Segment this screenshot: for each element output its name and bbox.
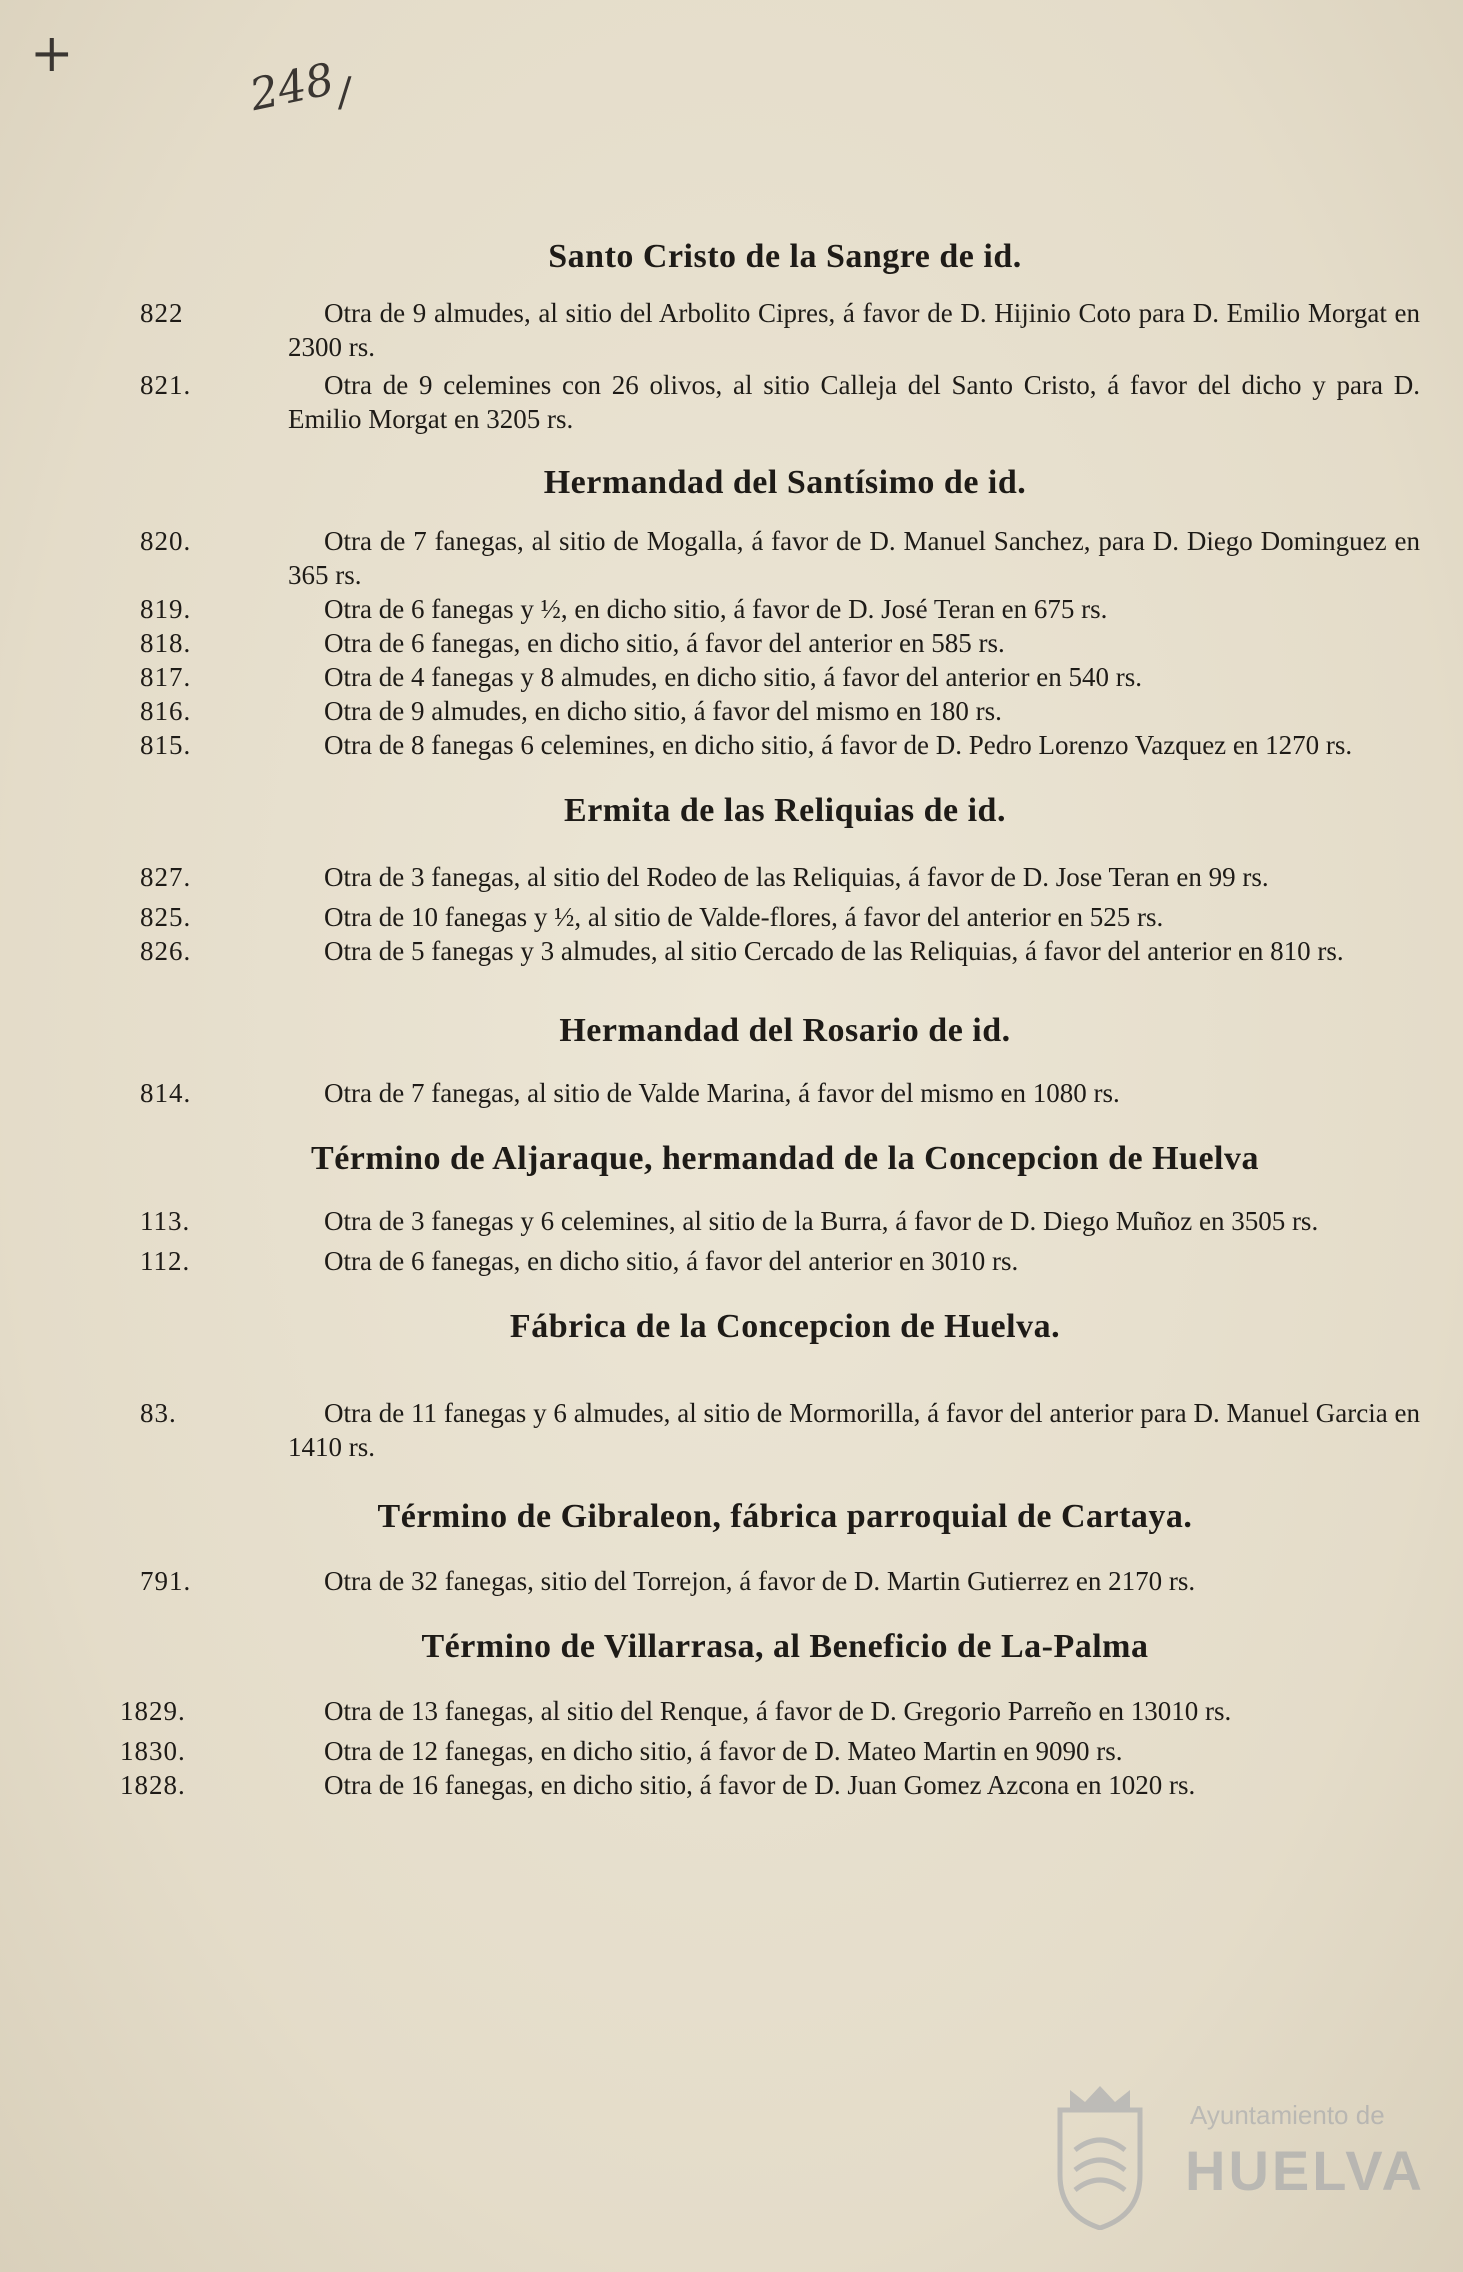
- entry-number: 820.: [140, 526, 192, 556]
- entry-number: 818.: [140, 628, 192, 658]
- entry: [140, 900, 1420, 934]
- entry-number: 112.: [140, 1246, 191, 1276]
- entry: [140, 660, 1420, 694]
- entry-text: Otra de 6 fanegas, en dicho sitio, á favor del anterior en 3010 rs.: [324, 1246, 1019, 1276]
- entry-text: Otra de 7 fanegas, al sitio de Valde Marina, á favor del mismo en 1080 rs.: [324, 1078, 1120, 1108]
- entry-number: 827.: [140, 862, 192, 892]
- entry: [120, 1768, 1420, 1802]
- entry-number: 817.: [140, 662, 192, 692]
- entry-number: 1830.: [120, 1736, 186, 1766]
- watermark-logo: [1050, 2060, 1425, 2240]
- entry-number: 815.: [140, 730, 192, 760]
- section-heading: Término de Aljaraque, hermandad de la Concepcion de Huelva: [311, 1140, 1259, 1177]
- entry: [140, 1076, 1420, 1110]
- entry: [140, 934, 1420, 968]
- section-heading: Término de Gibraleon, fábrica parroquial de Cartaya.: [377, 1498, 1193, 1535]
- section-heading: Hermandad del Santísimo de id.: [543, 464, 1027, 501]
- entry-text: Otra de 4 fanegas y 8 almudes, en dicho sitio, á favor del anterior en 540 rs.: [324, 662, 1142, 692]
- entry: [140, 694, 1420, 728]
- entry: [140, 626, 1420, 660]
- entry-number: 821.: [140, 370, 192, 400]
- handwritten-cross-mark: +: [30, 24, 74, 84]
- entry-text: Otra de 16 fanegas, en dicho sitio, á favor de D. Juan Gomez Azcona en 1020 rs.: [324, 1770, 1196, 1800]
- entry-text: Otra de 5 fanegas y 3 almudes, al sitio Cercado de las Reliquias, á favor del anterior en 810 rs.: [324, 936, 1344, 966]
- section-heading: Santo Cristo de la Sangre de id.: [548, 238, 1022, 275]
- entry: [140, 728, 1420, 762]
- entry: [140, 592, 1420, 626]
- handwritten-tick-mark: /: [338, 70, 352, 116]
- entry-text: Otra de 9 celemines con 26 olivos, al sitio Calleja del Santo Cristo, á favor del dicho y para D. Emilio Morgat en 3205 rs.: [288, 370, 1420, 434]
- section-heading: Fábrica de la Concepcion de Huelva.: [509, 1308, 1061, 1345]
- entry: [140, 1244, 1420, 1278]
- section-heading: Ermita de las Reliquias de id.: [564, 792, 1006, 829]
- entry-text: Otra de 13 fanegas, al sitio del Renque, á favor de D. Gregorio Parreño en 13010 rs.: [324, 1696, 1232, 1726]
- entry-number: 791.: [140, 1566, 192, 1596]
- entry: [120, 1694, 1420, 1728]
- entry-number: 1829.: [120, 1696, 186, 1726]
- entry-number: 113.: [140, 1206, 191, 1236]
- document-body: [120, 220, 1420, 1802]
- entry: [140, 1204, 1420, 1238]
- section-heading: Término de Villarrasa, al Beneficio de La-Palma: [421, 1628, 1149, 1665]
- entry-number: 83.: [140, 1398, 177, 1428]
- entry: [140, 368, 1420, 436]
- entry-number: 826.: [140, 936, 192, 966]
- entry-text: Otra de 11 fanegas y 6 almudes, al sitio de Mormorilla, á favor del anterior para D. Manuel Garcia en 1410 rs.: [288, 1398, 1420, 1462]
- entry-text: Otra de 10 fanegas y ½, al sitio de Valde-flores, á favor del anterior en 525 rs.: [324, 902, 1164, 932]
- watermark-text-ayuntamiento: Ayuntamiento de: [1190, 2100, 1385, 2130]
- entry-text: Otra de 32 fanegas, sitio del Torrejon, á favor de D. Martin Gutierrez en 2170 rs.: [324, 1566, 1196, 1596]
- entry-text: Otra de 8 fanegas 6 celemines, en dicho sitio, á favor de D. Pedro Lorenzo Vazquez en 1270 rs.: [324, 730, 1353, 760]
- entry-text: Otra de 3 fanegas, al sitio del Rodeo de las Reliquias, á favor de D. Jose Teran en 99 rs.: [324, 862, 1269, 892]
- entry-text: Otra de 12 fanegas, en dicho sitio, á favor de D. Mateo Martin en 9090 rs.: [324, 1736, 1123, 1766]
- entry-number: 825.: [140, 902, 192, 932]
- entry: [140, 860, 1420, 894]
- entry-text: Otra de 3 fanegas y 6 celemines, al sitio de la Burra, á favor de D. Diego Muñoz en 3505 rs.: [324, 1206, 1319, 1236]
- entry-number: 1828.: [120, 1770, 186, 1800]
- entry-text: Otra de 6 fanegas y ½, en dicho sitio, á favor de D. José Teran en 675 rs.: [324, 594, 1108, 624]
- handwritten-page-number: 248: [245, 53, 339, 122]
- coat-of-arms-icon: [1050, 2080, 1150, 2230]
- entry-text: Otra de 7 fanegas, al sitio de Mogalla, á favor de D. Manuel Sanchez, para D. Diego Dominguez en 365 rs.: [288, 526, 1420, 590]
- entry: [120, 1734, 1420, 1768]
- entry-number: 814.: [140, 1078, 192, 1108]
- entry: [140, 296, 1420, 364]
- entry-number: 816.: [140, 696, 192, 726]
- entry-text: Otra de 9 almudes, en dicho sitio, á favor del mismo en 180 rs.: [324, 696, 1002, 726]
- entry-text: Otra de 6 fanegas, en dicho sitio, á favor del anterior en 585 rs.: [324, 628, 1005, 658]
- entry: [140, 1564, 1420, 1598]
- entry: [140, 524, 1420, 592]
- entry-text: Otra de 9 almudes, al sitio del Arbolito Cipres, á favor de D. Hijinio Coto para D. Emilio Morgat en 2300 rs.: [288, 298, 1420, 362]
- entry-number: 819.: [140, 594, 192, 624]
- entry-number: 822: [140, 298, 184, 328]
- watermark-text-huelva: HUELVA: [1185, 2139, 1425, 2202]
- entry: [140, 1396, 1420, 1464]
- section-heading: Hermandad del Rosario de id.: [559, 1012, 1011, 1049]
